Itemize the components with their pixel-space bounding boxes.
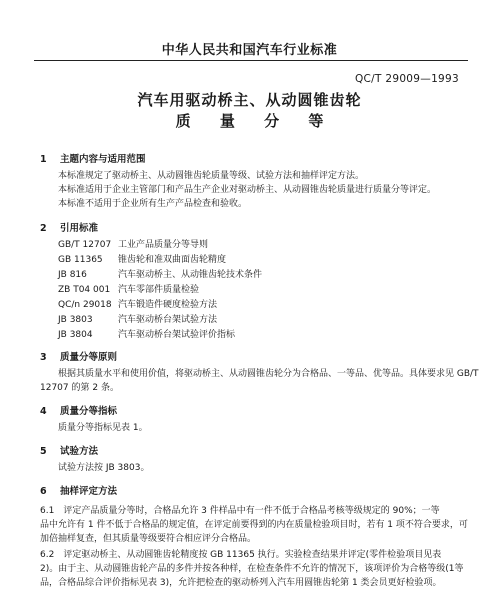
document-title: 汽车用驱动桥主、从动圆锥齿轮 — [137, 91, 362, 109]
section-2-heading: 2 引用标准 — [40, 223, 99, 234]
standard-code: QC/T 29009—1993 — [354, 73, 459, 85]
reference-item: GB 11365 锥齿轮和准双曲面齿轮精度 — [58, 255, 227, 265]
document-subtitle: 质 量 分 等 — [175, 112, 336, 130]
section-6-para-2: 品中允许有 1 件不低于合格品的规定值，在评定前要得到的内在质量检验项目时，若有 1 项不符合要求，可 — [40, 520, 468, 530]
reference-item: JB 816 汽车驱动桥主、从动锥齿轮技术条件 — [58, 270, 263, 280]
section-5-heading: 5 试验方法 — [40, 446, 99, 457]
section-6-para-5: 2)。由于主、从动圆锥齿轮产品的多件并按各种样，在检查条件不允许的情况下，该项评价为合格等级(1等 — [40, 564, 464, 574]
reference-item: JB 3803 汽车驱动桥台架试验方法 — [58, 315, 218, 325]
section-4-para-1: 质量分等指标见表 1。 — [58, 423, 148, 433]
section-6-heading: 6 抽样评定方法 — [40, 486, 118, 497]
section-3-para-1: 根据其质量水平和使用价值，将驱动桥主、从动圆锥齿轮分为合格品、一等品、优等品。具体要求见 GB/T — [58, 369, 479, 379]
section-4-heading: 4 质量分等指标 — [40, 406, 118, 417]
section-1-para-1: 本标准规定了驱动桥主、从动圆锥齿轮质量等级、试验方法和抽样评定方法。 — [58, 171, 365, 181]
section-5-para-1: 试验方法按 JB 3803。 — [58, 463, 150, 473]
standard-header: 中华人民共和国汽车行业标准 — [161, 43, 338, 58]
section-1-para-2: 本标准适用于企业主管部门和产品生产企业对驱动桥主、从动圆锥齿轮质量进行质量分等评定。 — [58, 185, 437, 195]
section-6-para-1: 6.1 评定产品质量分等时，合格品允许 3 件样品中有一件不低于合格品考核等级规定的 90%；一等 — [40, 506, 440, 516]
section-3-heading: 3 质量分等原则 — [40, 352, 118, 363]
reference-item: ZB T04 001 汽车零部件质量检验 — [58, 285, 200, 295]
header-rule — [34, 60, 468, 61]
section-6-para-4: 6.2 评定驱动桥主、从动圆锥齿轮精度按 GB 11365 执行。实验检查结果并评定(零件检验项目见表 — [40, 550, 442, 560]
reference-item: JB 3804 汽车驱动桥台架试验评价指标 — [58, 330, 236, 340]
section-1-heading: 1 主题内容与适用范围 — [40, 154, 146, 165]
section-6-para-3: 加倍抽样复查，但其质量等级要符合相应评分合格品。 — [40, 534, 257, 544]
reference-item: GB/T 12707 工业产品质量分等导则 — [58, 240, 209, 250]
section-1-para-3: 本标准不适用于企业所有生产产品检查和验收。 — [58, 199, 248, 209]
section-6-para-6: 品，合格品综合评价指标见表 3)，允许把检查的驱动桥列入汽车用圆锥齿轮第 1 类会员更好检验项。 — [40, 578, 442, 588]
section-3-para-2: 12707 的第 2 条。 — [40, 383, 119, 393]
reference-item: QC/n 29018 汽车锻造件硬度检验方法 — [58, 300, 218, 310]
